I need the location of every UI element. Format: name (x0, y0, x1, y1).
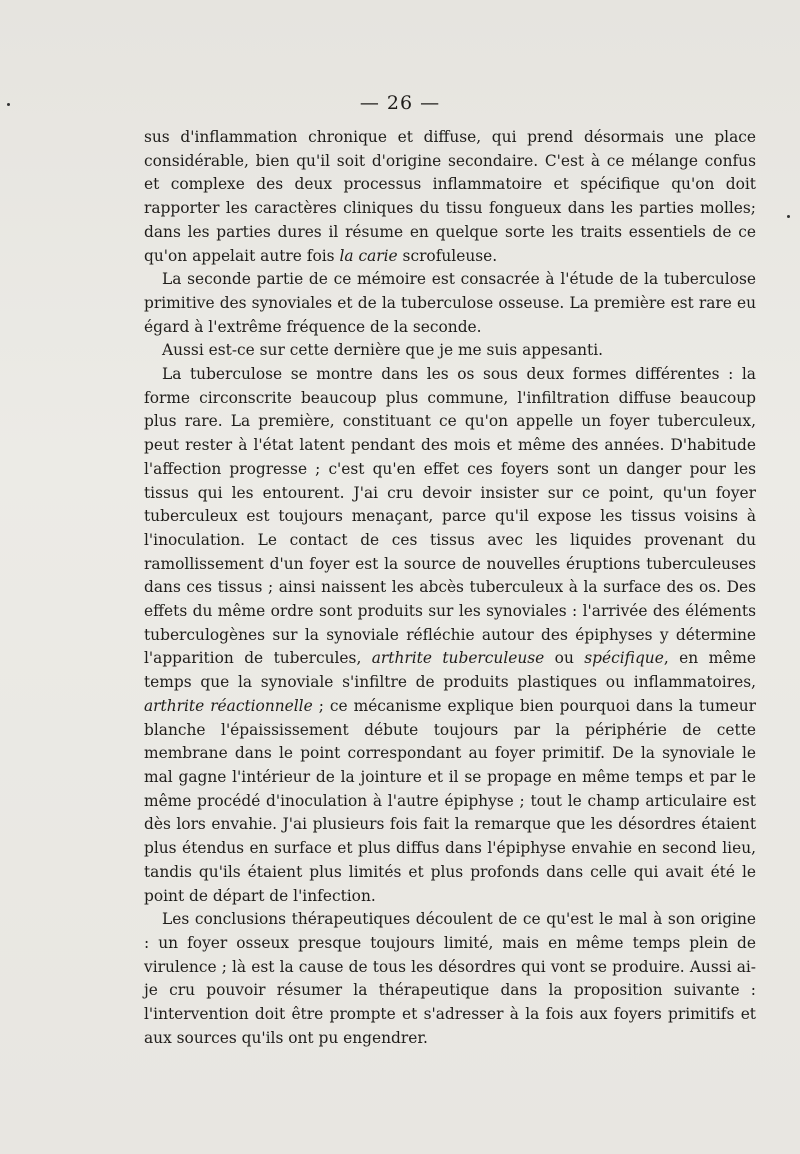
text-run: , en même temps que la synoviale s'infiltre de produits plastiques ou inflammatoires, (144, 649, 756, 692)
paragraph (144, 363, 756, 908)
text-run: sus d'inflammation chronique et diffuse, qui prend désormais une place considérable, bien qu'il soit d'origine secondaire. C'est à ce mélange confus et complexe des deux processus inflammatoire et spécifique qu'on doit rapporter les caractères cliniques du tissu fongueux dans les parties molles; dans les parties dures il résume en quelque sorte les traits essentiels de ce qu'on appelait autre fois (144, 128, 756, 265)
italic-phrase: arthrite tuberculeuse (371, 649, 545, 668)
text-run: La tuberculose se montre dans les os sous deux formes différentes : la forme circonscrite beaucoup plus commune, l'infiltration diffuse beaucoup plus rare. La première, constituant ce qu'on appelle un foyer tuberculeux, peut rester à l'état latent pendant des mois et même des années. D'habitude l'affection progresse ; c'est qu'en effet ces foyers sont un danger pour les tissus qui les entourent. J'ai cru devoir insister sur ce point, qu'un foyer tuberculeux est toujours menaçant, parce qu'il expose les tissus voisins à l'inoculation. Le contact de ces tissus avec les liquides provenant du ramollissement d'un foyer est la source de nouvelles éruptions tuberculeuses dans ces tissus ; ainsi naissent les abcès tuberculeux à la surface des os. Des effets du même ordre sont produits sur les synoviales : l'arrivée des éléments tuberculogènes sur la synoviale réfléchie autour des épiphyses y détermine l'apparition de tubercules, (144, 365, 756, 668)
page-number: — 26 — (359, 92, 441, 114)
italic-phrase: arthrite réactionnelle (144, 696, 313, 715)
paragraph (144, 268, 756, 339)
text-run: Aussi est-ce sur cette dernière que je me suis appesanti. (162, 341, 604, 360)
italic-phrase: la carie (339, 246, 398, 265)
paragraph (144, 908, 756, 1050)
text-run: scrofuleuse. (397, 246, 498, 265)
scan-speck (787, 215, 790, 218)
text-run: ; ce mécanisme explique bien pourquoi dans la tumeur blanche l'épaississement débute toujours par la périphérie de cette membrane dans le point correspondant au foyer primitif. De la synoviale le mal gagne l'intérieur de la jointure et il se propage en même temps et par le même procédé d'inoculation à l'autre épiphyse ; tout le champ articulaire est dès lors envahie. J'ai plusieurs fois fait la remarque que les désordres étaient plus étendus en surface et plus diffus dans l'épiphyse envahie en second lieu, tandis qu'ils étaient plus limités et plus profonds dans celle qui avait été le point de départ de l'infection. (144, 696, 756, 905)
body-text (144, 126, 756, 1050)
paragraph (144, 339, 756, 363)
paragraph (144, 126, 756, 268)
italic-phrase: spécifique (584, 649, 664, 668)
text-run: La seconde partie de ce mémoire est consacrée à l'étude de la tuberculose primitive des synoviales et de la tuberculose osseuse. La première est rare eu égard à l'extrême fréquence de la seconde. (144, 270, 756, 336)
text-run: ou (544, 649, 585, 668)
text-run: Les conclusions thérapeutiques découlent de ce qu'est le mal à son origine : un foyer osseux presque toujours limité, mais en même temps plein de virulence ; là est la cause de tous les désordres qui vont se produire. Aussi ai-je cru pouvoir résumer la thérapeutique dans la proposition suivante : l'intervention doit être prompte et s'adresser à la fois aux foyers primitifs et aux sources qu'ils ont pu engendrer. (144, 910, 756, 1047)
